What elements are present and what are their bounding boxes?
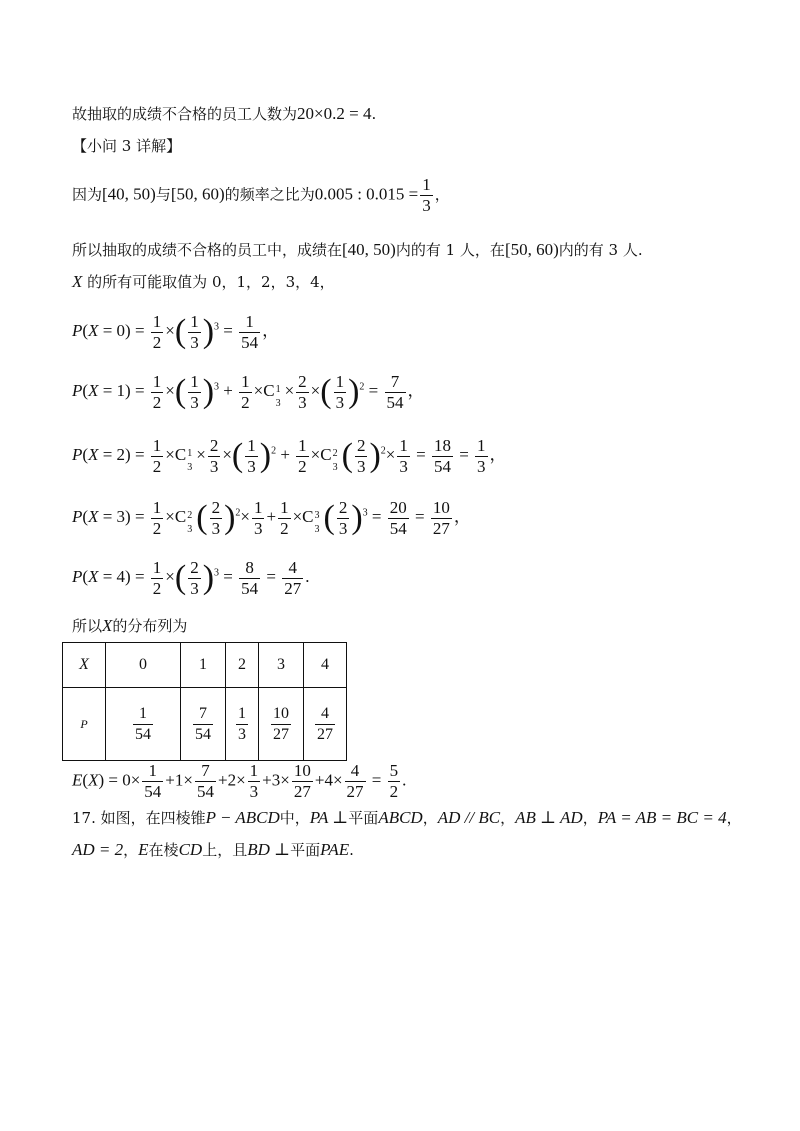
text: 所以抽取的成绩不合格的员工中，成绩在	[72, 241, 343, 259]
math: AD // BC	[437, 808, 501, 827]
text: 平面	[348, 809, 379, 827]
math: AD = 2	[72, 840, 124, 859]
text: 与	[155, 185, 171, 204]
table-cell: P	[63, 688, 106, 761]
text: 的所有可能取值为 0，1，2，3，4，	[87, 273, 335, 291]
heading-text: 【小问 3 详解】	[72, 137, 182, 155]
math: E	[138, 840, 149, 859]
math: 0.005 : 0.015 =	[314, 184, 419, 204]
prob-x1: P(X = 1) = $\frac{1}{2}$ ×( $\frac{1}{3}$ )$^3$ + $\frac{1}{2}$ ×C 1 3 × $\frac{2}{3}$ ×( $\frac{1}{3}$ )$^2$ = $\frac{7}{54}$ ，	[72, 371, 425, 412]
math: PA ⊥	[309, 808, 349, 827]
variable: X	[72, 272, 83, 291]
text: ，	[582, 809, 598, 827]
table-cell: 1	[181, 643, 226, 688]
table-cell: 3	[259, 643, 304, 688]
table-cell: $\frac{10}{27}$	[259, 688, 304, 761]
fraction: $\frac{1}{3}$	[422, 175, 431, 215]
expectation-line: E(X) = 0× $\frac{1}{54}$ +1× $\frac{7}{54}$ +2× $\frac{1}{3}$ +3× $\frac{10}{27}$ +4× $\frac{4}{27}$ = $\frac{5}{2}$ .	[72, 761, 407, 801]
distribution-table	[62, 642, 347, 761]
table-cell: 4	[304, 643, 347, 688]
interval: [40, 50)	[342, 240, 396, 259]
interval: [50, 60)	[504, 240, 559, 259]
prob-x0: P(X = 0) = $\frac{1}{2}$ ×( $\frac{1}{3}$ )$^3$ = $\frac{1}{54}$ ，	[72, 311, 280, 352]
section-heading	[72, 136, 181, 156]
text: 的分布列为	[112, 617, 188, 635]
text: 中，	[279, 809, 310, 827]
text: 因为	[72, 185, 103, 204]
table-cell: X	[63, 643, 106, 688]
table-row	[63, 688, 347, 761]
text: 内的有 3 人.	[558, 241, 643, 259]
interval: [40, 50)	[102, 184, 156, 204]
prob-x3: P(X = 3) = $\frac{1}{2}$ ×C 2 3 ( $\frac{2}{3}$ )$^2$× $\frac{1}{3}$ + $\frac{1}{2}$ ×C 3 3 ( $\frac{2}{3}$ )$^3$ = $\frac{20}{54}$ = $\frac{10}{27}$ ，	[72, 497, 471, 538]
table-cell: $\frac{4}{27}$	[304, 688, 347, 761]
ratio-line	[72, 176, 450, 215]
values-line	[72, 272, 335, 292]
text: ，	[500, 809, 516, 827]
math: 20×0.2 = 4	[297, 104, 372, 123]
text: 上，且	[202, 841, 248, 859]
result-line	[72, 104, 376, 124]
math: P − ABCD	[205, 808, 280, 827]
text: 所以	[72, 617, 103, 635]
prob-x2: P(X = 2) = $\frac{1}{2}$ ×C 1 3 × $\frac{2}{3}$ ×( $\frac{1}{3}$ )$^2$ + $\frac{1}{2}$ ×C 2 3 ( $\frac{2}{3}$ )$^2$× $\frac{1}{3}$ = $\frac{18}{54}$ = $\frac{1}{3}$ ，	[72, 435, 507, 476]
count-line	[72, 240, 643, 260]
math: ABCD	[378, 808, 423, 827]
math: PA = AB = BC = 4	[597, 808, 727, 827]
math: PAE	[320, 840, 350, 859]
math: AB ⊥ AD	[515, 808, 583, 827]
table-cell: $\frac{1}{3}$	[226, 688, 259, 761]
table-cell: $\frac{1}{54}$	[106, 688, 181, 761]
table-cell: $\frac{7}{54}$	[181, 688, 226, 761]
table-cell: 0	[106, 643, 181, 688]
table-cell: 2	[226, 643, 259, 688]
variable: X	[102, 616, 113, 635]
math: BD ⊥	[247, 840, 291, 859]
problem-17-line2	[72, 840, 354, 860]
text: .	[371, 105, 377, 123]
table-row	[63, 643, 347, 688]
text: 内的有 1 人，在	[395, 241, 505, 259]
text: 故抽取的成绩不合格的员工人数为	[72, 105, 298, 123]
text: 平面	[290, 841, 321, 859]
text: ，	[422, 809, 438, 827]
distribution-intro	[72, 616, 187, 636]
text: 17. 如图，在四棱锥	[72, 809, 206, 827]
text: 在棱	[148, 841, 179, 859]
math: CD	[178, 840, 203, 859]
prob-x4: P(X = 4) = $\frac{1}{2}$ ×( $\frac{2}{3}$ )$^3$ = $\frac{8}{54}$ = $\frac{4}{27}$ .	[72, 557, 310, 598]
text: .	[349, 841, 354, 859]
interval: [50, 60)	[170, 184, 225, 204]
problem-17-line1	[72, 808, 742, 828]
text: ，	[434, 185, 450, 204]
text: ，	[726, 809, 742, 827]
text: ，	[123, 841, 139, 859]
text: 的频率之比为	[224, 185, 315, 204]
